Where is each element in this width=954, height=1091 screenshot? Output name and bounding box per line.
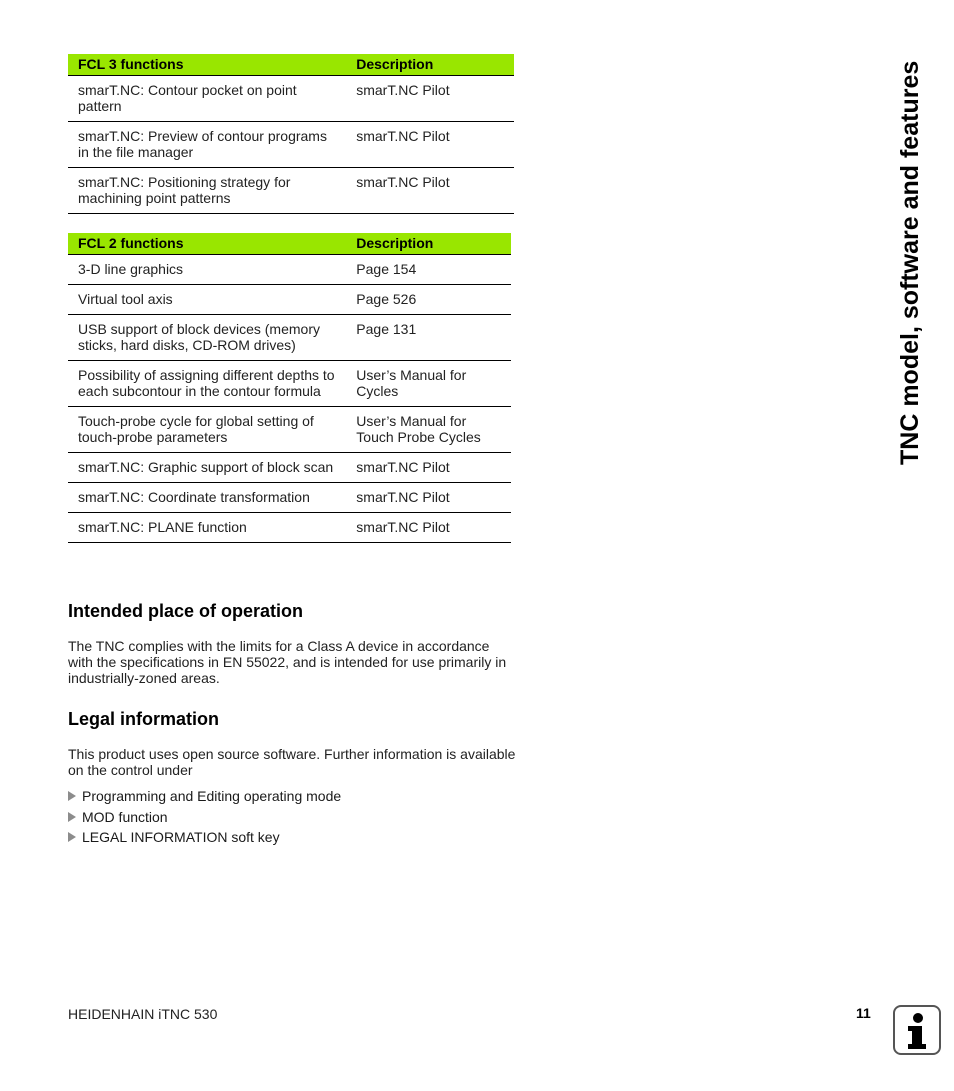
list-item-label: Programming and Editing operating mode — [82, 788, 342, 804]
function-cell: smarT.NC: PLANE function — [68, 513, 346, 543]
section-heading-intended-place: Intended place of operation — [68, 601, 304, 621]
column-header-description: Description — [346, 233, 511, 255]
column-header-functions: FCL 2 functions — [68, 233, 346, 255]
list-item — [68, 829, 341, 850]
function-cell: smarT.NC: Graphic support of block scan — [68, 453, 346, 483]
list-item-label: LEGAL INFORMATION soft key — [82, 829, 280, 845]
fcl2-functions-table — [68, 233, 511, 543]
fcl3-functions-table — [68, 54, 514, 214]
list-item-label: MOD function — [82, 808, 168, 825]
table-row — [68, 168, 514, 214]
description-cell: smarT.NC Pilot — [346, 483, 511, 513]
description-cell: Page 131 — [346, 315, 511, 361]
table-row — [68, 407, 511, 453]
function-cell: Touch-probe cycle for global setting of touch-probe parameters — [68, 407, 346, 453]
triangle-bullet-icon — [68, 812, 76, 822]
table-row — [68, 361, 511, 407]
description-cell: Page 154 — [346, 255, 511, 285]
description-cell: User’s Manual for Cycles — [346, 361, 511, 407]
table-row — [68, 453, 511, 483]
side-chapter-title: TNC model, software and features — [896, 60, 924, 465]
description-cell: smarT.NC Pilot — [346, 168, 514, 214]
table-header-row — [68, 233, 511, 255]
section-heading-legal-information: Legal information — [68, 709, 220, 729]
list-item — [68, 788, 341, 809]
description-cell: smarT.NC Pilot — [346, 453, 511, 483]
description-cell: Page 526 — [346, 285, 511, 315]
function-cell: USB support of block devices (memory sticks, hard disks, CD-ROM drives) — [68, 315, 346, 361]
table-row — [68, 483, 511, 513]
triangle-bullet-icon — [68, 832, 76, 842]
list-item — [68, 809, 341, 830]
table-row — [68, 315, 511, 361]
footer-product-name: HEIDENHAIN iTNC 530 — [68, 1006, 218, 1022]
function-cell: 3-D line graphics — [68, 255, 346, 285]
description-cell: smarT.NC Pilot — [346, 513, 511, 543]
page-number: 11 — [856, 1005, 871, 1021]
table-row — [68, 255, 511, 285]
function-cell: smarT.NC: Coordinate transformation — [68, 483, 346, 513]
table-row — [68, 513, 511, 543]
table-row — [68, 285, 511, 315]
info-glyph — [895, 1007, 939, 1053]
column-header-description: Description — [346, 54, 514, 76]
function-cell: smarT.NC: Contour pocket on point pattern — [68, 76, 346, 122]
description-cell: smarT.NC Pilot — [346, 122, 514, 168]
function-cell: smarT.NC: Positioning strategy for machining point patterns — [68, 168, 346, 214]
table-row — [68, 122, 514, 168]
info-icon — [893, 1005, 941, 1055]
function-cell: Virtual tool axis — [68, 285, 346, 315]
legal-steps-list — [68, 788, 341, 850]
column-header-functions: FCL 3 functions — [68, 54, 346, 76]
table-header-row — [68, 54, 514, 76]
triangle-bullet-icon — [68, 791, 76, 801]
intended-place-paragraph: The TNC complies with the limits for a Class A device in accordance with the specifications in EN 55022, and is intended for use primarily in industrially-zoned areas. — [68, 638, 507, 686]
function-cell: Possibility of assigning different depths to each subcontour in the contour formula — [68, 361, 346, 407]
function-cell: smarT.NC: Preview of contour programs in the file manager — [68, 122, 346, 168]
description-cell: smarT.NC Pilot — [346, 76, 514, 122]
description-cell: User’s Manual for Touch Probe Cycles — [346, 407, 511, 453]
legal-information-paragraph: This product uses open source software. Further information is available on the control under — [68, 746, 516, 778]
table-row — [68, 76, 514, 122]
